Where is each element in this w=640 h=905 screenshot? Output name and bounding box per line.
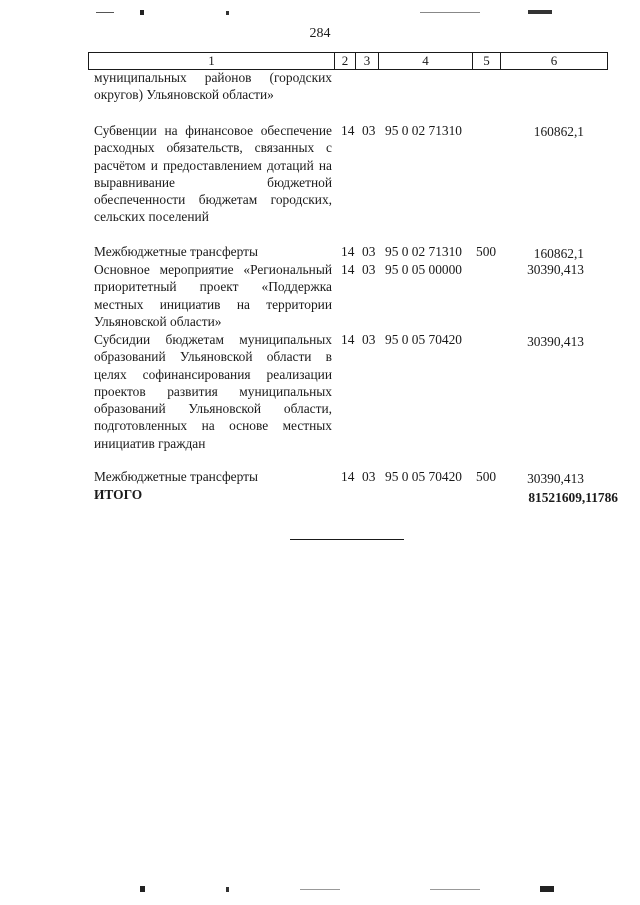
scan-mark	[540, 886, 554, 892]
table-header	[88, 52, 608, 70]
scan-mark	[140, 886, 145, 892]
row-name: Основное мероприятие «Региональный приоритетный проект «Поддержка местных инициатив на территории Ульяновской области»	[94, 262, 332, 329]
row-rz: 14	[341, 332, 355, 347]
row-pr: 03	[362, 262, 376, 277]
row-sum: 30390,413	[527, 471, 584, 486]
row-csr: 95 0 02 71310	[385, 244, 462, 259]
row-name: Субсидии бюджетам муниципальных образований Ульяновской области в целях софинансирования реализации проектов развития муниципальных образований Ульяновской области, подготовленных на основе местных инициатив граждан	[94, 332, 332, 451]
scan-mark	[300, 889, 340, 890]
scan-mark	[226, 887, 229, 892]
row-csr: 95 0 05 70420	[385, 469, 462, 484]
scan-mark	[140, 10, 144, 15]
header-col-6: 6	[550, 53, 558, 68]
row-rz: 14	[341, 123, 355, 138]
row-sum: 160862,1	[533, 246, 584, 261]
row-rz: 14	[341, 262, 355, 277]
scan-mark	[420, 12, 480, 13]
row-sum: 30390,413	[527, 334, 584, 349]
header-col-3: 3	[356, 53, 379, 69]
page-number: 284	[309, 26, 331, 41]
end-rule	[290, 539, 404, 540]
row-pr: 03	[362, 244, 376, 259]
row-name: Межбюджетные трансферты	[94, 469, 258, 484]
row-rz: 14	[341, 244, 355, 259]
total-sum: 81521609,11786	[528, 490, 618, 505]
scan-mark	[430, 889, 480, 890]
header-col-2: 2	[335, 53, 356, 69]
scan-mark	[96, 12, 114, 13]
scan-mark	[226, 11, 229, 15]
header-col-1: 1	[89, 53, 335, 69]
row-csr: 95 0 02 71310	[385, 123, 462, 138]
row-pr: 03	[362, 123, 376, 138]
header-col-4: 4	[379, 53, 473, 69]
row-pr: 03	[362, 332, 376, 347]
row-name: Субвенции на финансовое обеспечение расходных обязательств, связанных с расчётом и предоставлением дотаций на выравнивание бюджетной обеспеченности бюджетам городских, сельских поселений	[94, 123, 332, 225]
row-csr: 95 0 05 00000	[385, 262, 462, 277]
row-vr: 500	[476, 244, 497, 259]
row-sum: 160862,1	[533, 124, 584, 139]
row-pr: 03	[362, 469, 376, 484]
row-vr: 500	[476, 469, 497, 484]
row-csr: 95 0 05 70420	[385, 332, 462, 347]
row-name: муниципальных районов (городских округов) Ульяновской области»	[94, 70, 332, 103]
total-label: ИТОГО	[94, 487, 143, 502]
header-col-5: 5	[473, 53, 501, 69]
row-name: Межбюджетные трансферты	[94, 244, 258, 259]
row-rz: 14	[341, 469, 355, 484]
scan-mark	[528, 10, 552, 14]
row-sum: 30390,413	[527, 262, 584, 277]
